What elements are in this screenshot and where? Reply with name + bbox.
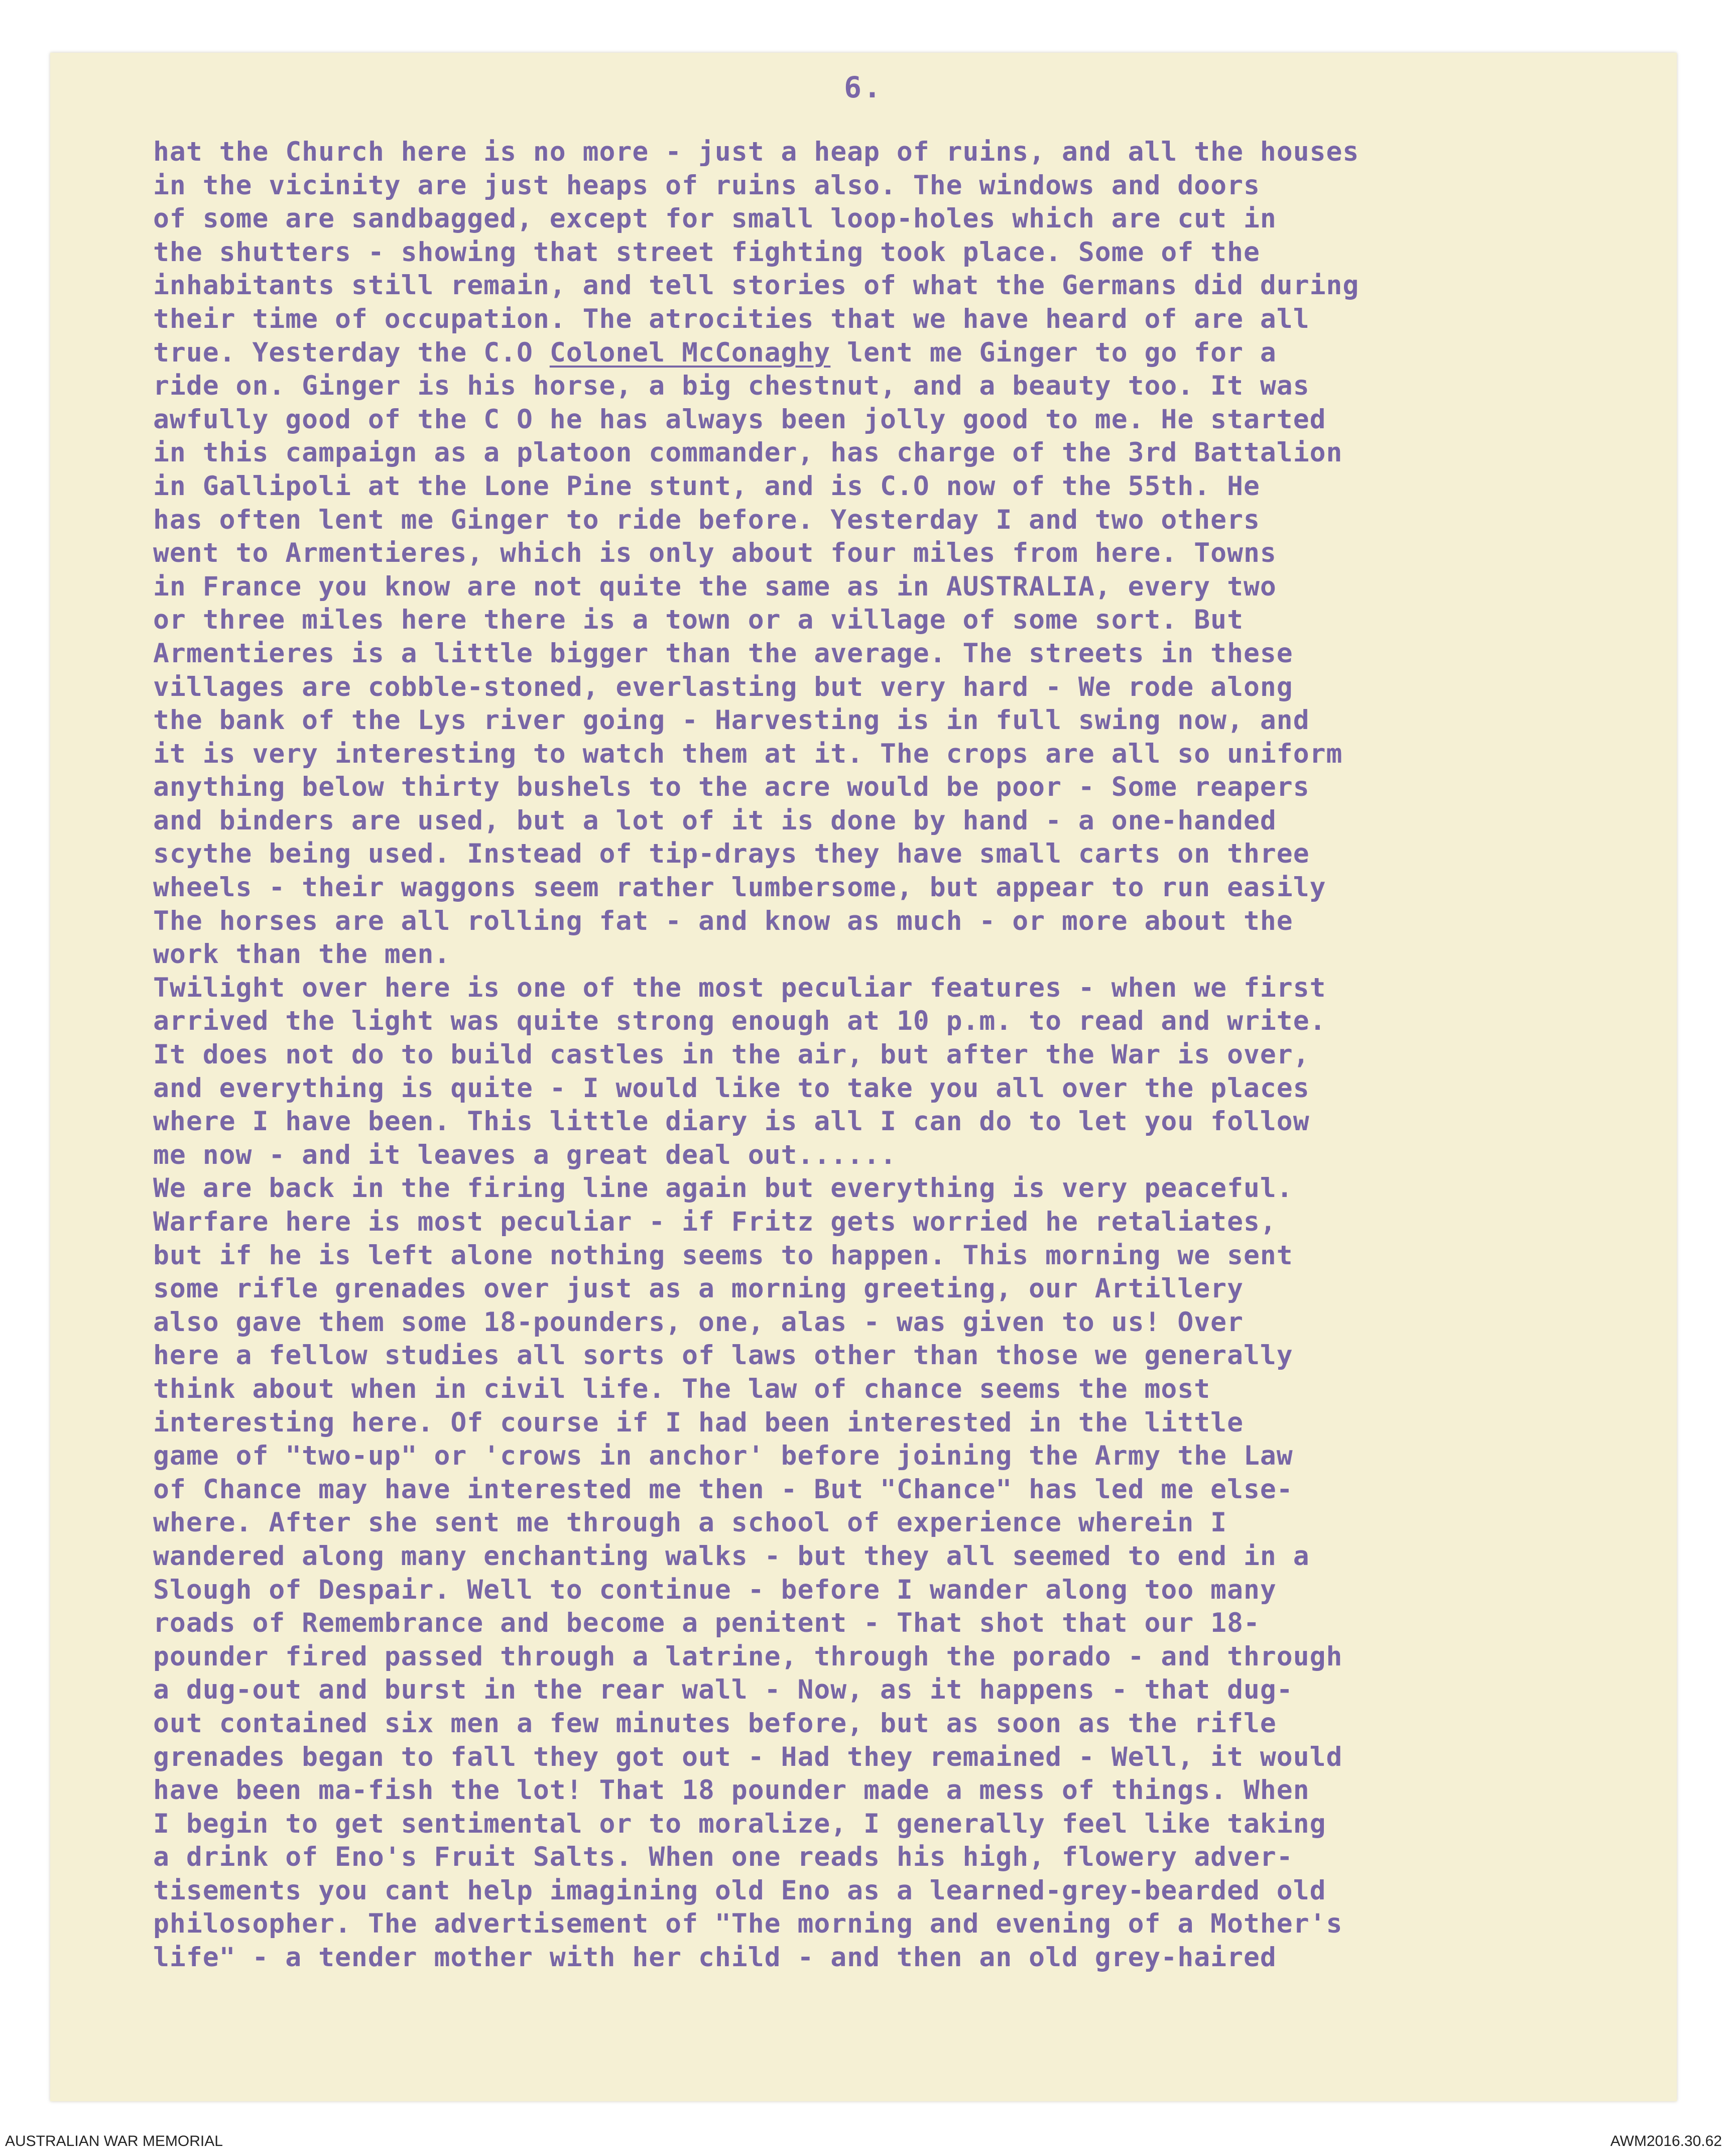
- text-line: and binders are used, but a lot of it is done by hand - a one-handed: [153, 805, 1277, 836]
- text-line-end: lent me Ginger to go for a: [830, 337, 1277, 368]
- text-line: Armentieres is a little bigger than the average. The streets in these: [153, 638, 1293, 669]
- text-line: hat the Church here is no more - just a heap of ruins, and all the houses: [153, 137, 1360, 167]
- text-line: a dug-out and burst in the rear wall - Now, as it happens - that dug-: [153, 1674, 1293, 1706]
- text-line-start: true. Yesterday the C.O: [153, 337, 550, 368]
- text-line: and everything is quite - I would like to take you all over the places: [153, 1072, 1310, 1104]
- document-page: [50, 53, 1677, 2101]
- text-line: life" - a tender mother with her child - and then an old grey-haired: [153, 1942, 1277, 1973]
- text-line: in France you know are not quite the same as in AUSTRALIA, every two: [153, 571, 1277, 602]
- text-line: but if he is left alone nothing seems to happen. This morning we sent: [153, 1240, 1293, 1271]
- text-line: philosopher. The advertisement of "The morning and evening of a Mother's: [153, 1908, 1343, 1940]
- text-line: [153, 336, 1654, 370]
- text-line: in Gallipoli at the Lone Pine stunt, and is C.O now of the 55th. He: [153, 470, 1260, 502]
- text-line: here a fellow studies all sorts of laws other than those we generally: [153, 1340, 1293, 1371]
- text-line: tisements you cant help imagining old Eno as a learned-grey-bearded old: [153, 1875, 1326, 1906]
- text-line: wheels - their waggons seem rather lumbersome, but appear to run easily: [153, 872, 1326, 903]
- typed-text-body: [153, 136, 1654, 1975]
- text-line: think about when in civil life. The law of chance seems the most: [153, 1373, 1211, 1404]
- underlined-name: Colonel McConaghy: [549, 337, 831, 368]
- text-line: me now - and it leaves a great deal out......: [153, 1139, 897, 1170]
- text-line: pounder fired passed through a latrine, through the porado - and through: [153, 1641, 1343, 1672]
- text-line: went to Armentieres, which is only about four miles from here. Towns: [153, 538, 1277, 569]
- text-line: anything below thirty bushels to the acre would be poor - Some reapers: [153, 772, 1310, 803]
- text-line: wandered along many enchanting walks - but they all seemed to end in a: [153, 1540, 1310, 1572]
- text-line: The horses are all rolling fat - and know as much - or more about the: [153, 905, 1293, 936]
- text-line: or three miles here there is a town or a village of some sort. But: [153, 605, 1244, 636]
- text-line: Warfare here is most peculiar - if Fritz gets worried he retaliates,: [153, 1207, 1277, 1237]
- page-number: 6.: [844, 70, 883, 104]
- text-line: villages are cobble-stoned, everlasting but very hard - We rode along: [153, 671, 1293, 702]
- text-line: it is very interesting to watch them at it. The crops are all so uniform: [153, 738, 1343, 769]
- text-line: We are back in the firing line again but everything is very peaceful.: [153, 1173, 1293, 1204]
- text-line: Slough of Despair. Well to continue - before I wander along too many: [153, 1574, 1277, 1605]
- text-line: their time of occupation. The atrocities that we have heard of are all: [153, 303, 1310, 334]
- text-line: Twilight over here is one of the most peculiar features - when we first: [153, 972, 1326, 1003]
- text-line: the shutters - showing that street fighting took place. Some of the: [153, 236, 1260, 268]
- text-line: where I have been. This little diary is all I can do to let you follow: [153, 1106, 1310, 1137]
- text-line: work than the men.: [153, 939, 451, 970]
- text-line: have been ma-fish the lot! That 18 pounder made a mess of things. When: [153, 1775, 1310, 1806]
- text-line: where. After she sent me through a school of experience wherein I: [153, 1507, 1227, 1538]
- text-line: game of "two-up" or 'crows in anchor' before joining the Army the Law: [153, 1441, 1293, 1472]
- text-line: of Chance may have interested me then - But "Chance" has led me else-: [153, 1474, 1293, 1505]
- archive-reference: AWM2016.30.62: [1610, 2133, 1722, 2149]
- text-line: also gave them some 18-pounders, one, alas - was given to us! Over: [153, 1306, 1244, 1338]
- text-line: inhabitants still remain, and tell stories of what the Germans did during: [153, 270, 1360, 301]
- text-line: has often lent me Ginger to ride before. Yesterday I and two others: [153, 504, 1260, 535]
- text-line: interesting here. Of course if I had been interested in the little: [153, 1407, 1244, 1438]
- text-line: ride on. Ginger is his horse, a big chestnut, and a beauty too. It was: [153, 371, 1310, 402]
- text-line: awfully good of the C O he has always been jolly good to me. He started: [153, 404, 1326, 435]
- text-line: roads of Remembrance and become a penitent - That shot that our 18-: [153, 1608, 1260, 1639]
- text-line: arrived the light was quite strong enough at 10 p.m. to read and write.: [153, 1006, 1326, 1037]
- text-line: in the vicinity are just heaps of ruins also. The windows and doors: [153, 170, 1260, 201]
- text-line: in this campaign as a platoon commander, has charge of the 3rd Battalion: [153, 437, 1343, 468]
- text-line: I begin to get sentimental or to moralize, I generally feel like taking: [153, 1808, 1326, 1839]
- text-line: grenades began to fall they got out - Had they remained - Well, it would: [153, 1741, 1343, 1772]
- text-line: a drink of Eno's Fruit Salts. When one reads his high, flowery adver-: [153, 1842, 1293, 1873]
- text-line: scythe being used. Instead of tip-drays they have small carts on three: [153, 839, 1310, 870]
- archive-credit: AUSTRALIAN WAR MEMORIAL: [5, 2133, 223, 2149]
- text-line: It does not do to build castles in the air, but after the War is over,: [153, 1039, 1310, 1070]
- text-line: of some are sandbagged, except for small loop-holes which are cut in: [153, 203, 1277, 234]
- text-line: the bank of the Lys river going - Harvesting is in full swing now, and: [153, 705, 1310, 736]
- text-line: out contained six men a few minutes before, but as soon as the rifle: [153, 1708, 1277, 1739]
- text-line: some rifle grenades over just as a morning greeting, our Artillery: [153, 1273, 1244, 1304]
